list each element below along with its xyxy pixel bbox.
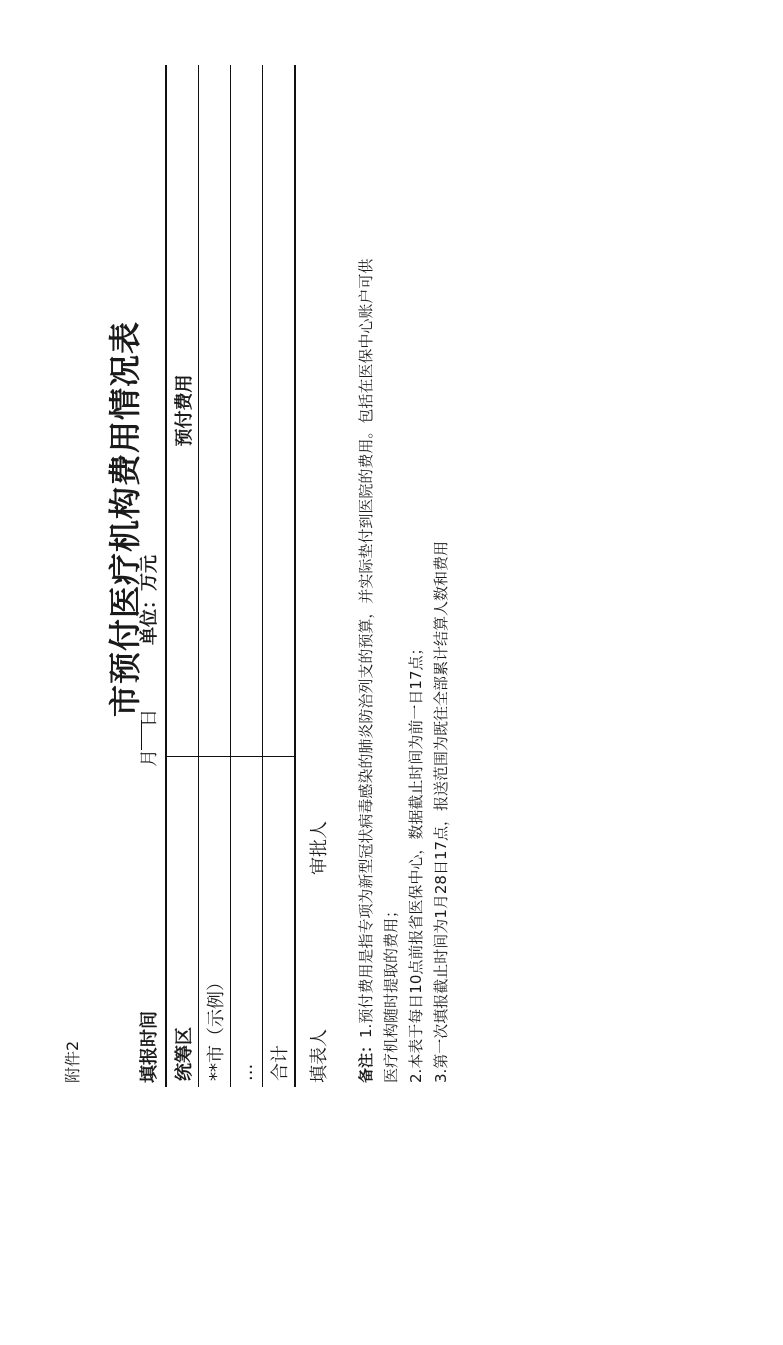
column-header-region: 统筹区 [166, 757, 199, 1088]
report-time-label: 填报时间 [139, 1011, 160, 1083]
table-cell-total-label: 合计 [263, 757, 296, 1088]
day-label: 日 [139, 709, 160, 727]
table-row [231, 65, 263, 1087]
notes-label: 备注： [357, 1037, 375, 1083]
month-label: 月 [139, 749, 160, 767]
table-cell-prepaid [231, 65, 263, 757]
table-cell-prepaid [199, 65, 231, 757]
note-line-2: 2.本表于每日10点前报省医保中心，数据截止时间为前一日17点； [407, 640, 425, 1083]
note-line-3: 3.第一次填报截止时间为1月28日17点，报送范围为既往全部累计结算人数和费用 [432, 540, 450, 1083]
table-cell-region: **市（示例） [199, 757, 231, 1088]
table-cell-total-value [263, 65, 296, 757]
filler-label: 填表人 [309, 1029, 330, 1083]
table-header-row [166, 65, 199, 1087]
note-line-1-continued: 医疗机构随时提取的费用； [382, 902, 400, 1083]
column-header-prepaid: 预付费用 [166, 65, 199, 757]
table-total-row [263, 65, 296, 1087]
note-line-1 [355, 259, 376, 1083]
expense-table [165, 65, 296, 1087]
note-1-text: 1.预付费用是指专项为新型冠状病毒感染的肺炎防治列支的预算，并实际垫付到医院的费用。包括在医保中心账户可供 [357, 258, 375, 1038]
unit-label: 单位：万元 [139, 555, 160, 645]
document-title: 市预付医疗机构费用情况表 [106, 320, 144, 717]
attachment-label: 附件2 [63, 1040, 82, 1083]
table-row [199, 65, 231, 1087]
approver-label: 审批人 [309, 821, 330, 875]
table-cell-region: ... [231, 757, 263, 1088]
